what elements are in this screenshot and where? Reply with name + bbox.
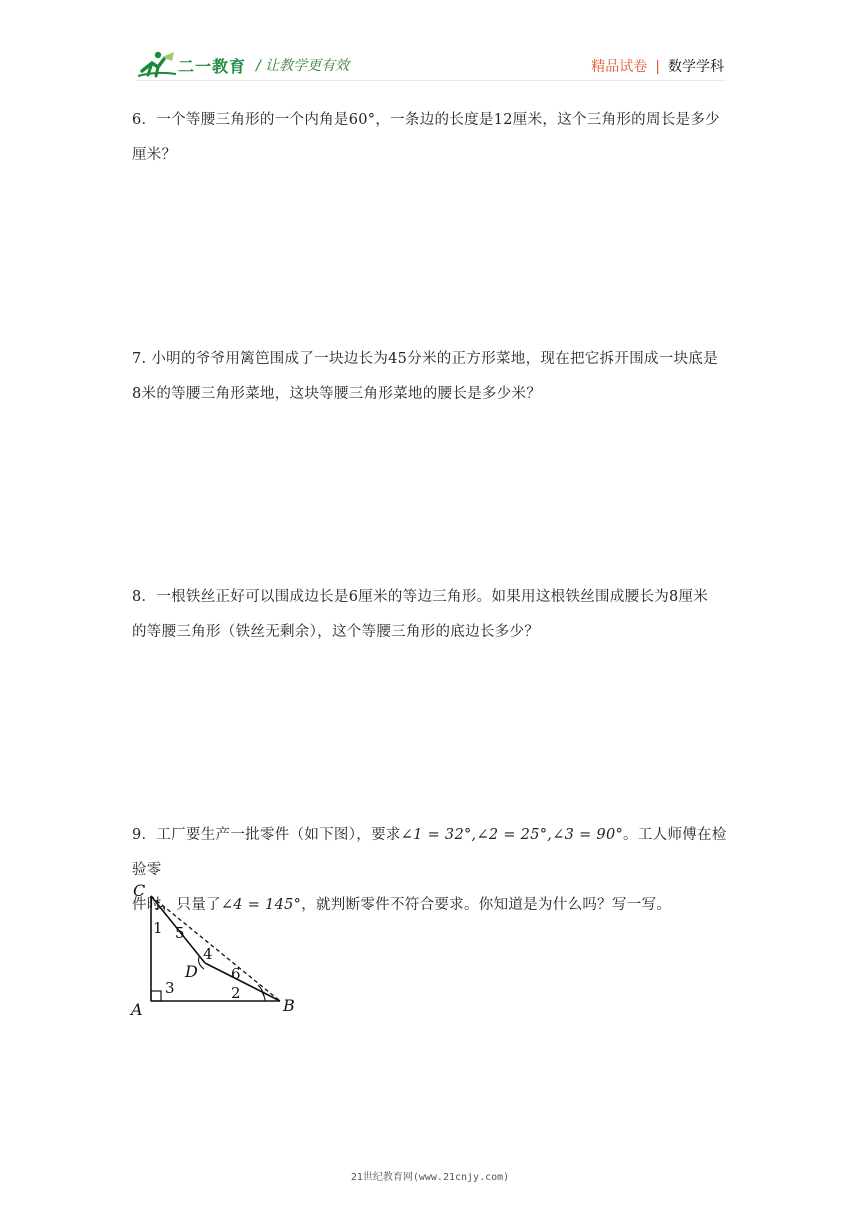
logo-text: 二一教育 <box>178 57 247 76</box>
question-text: 件时，只量了 <box>132 897 221 913</box>
question-text-line: 6．一个等腰三角形的一个内角是60°，一条边的长度是12厘米，这个三角形的周长是多少 <box>132 112 720 128</box>
question-8 <box>132 580 732 650</box>
angle-label-6: 6 <box>231 965 241 983</box>
angle-label-1: 1 <box>153 919 163 937</box>
angle-label-2: 2 <box>231 984 241 1002</box>
angle-label-5: 5 <box>175 924 185 942</box>
angle-measured: ∠4 = 145° <box>220 897 302 913</box>
header-divider <box>136 80 726 81</box>
header-separator: | <box>655 59 660 75</box>
header-tag: 精品试卷 <box>591 59 648 75</box>
runner-logo-icon <box>136 49 178 79</box>
question-text-line: 7. 小明的爷爷用篱笆围成了一块边长为45分米的正方形菜地，现在把它拆开围成一块底是 <box>132 351 718 367</box>
page-footer: 21世纪教育网(www.21cnjy.com) <box>350 1172 510 1183</box>
triangle-figure <box>125 878 305 1023</box>
angle-label-3: 3 <box>165 979 175 997</box>
question-text-line: 厘米？ <box>132 147 177 163</box>
segment-db <box>205 963 280 1001</box>
label-b: B <box>283 996 295 1015</box>
header-subject: 数学学科 <box>668 59 724 75</box>
question-text: 。工人师傅在检验零 <box>132 827 727 878</box>
question-text-line: 的等腰三角形（铁丝无剩余），这个等腰三角形的底边长多少？ <box>132 624 540 640</box>
question-7 <box>132 342 732 412</box>
right-angle-mark <box>151 991 161 1001</box>
angle-requirements: ∠1 = 32°,∠2 = 25°,∠3 = 90° <box>400 827 624 843</box>
angle-label-4: 4 <box>203 945 213 963</box>
question-text: ，就判断零件不符合要求。你知道是为什么吗？写一写。 <box>301 897 672 913</box>
question-text: 9．工厂要生产一批零件（如下图），要求 <box>132 827 401 843</box>
label-c: C <box>133 881 146 900</box>
question-text-line: 8．一根铁丝正好可以围成边长是6厘米的等边三角形。如果用这根铁丝围成腰长为8厘米 <box>132 589 709 605</box>
question-6 <box>132 103 732 173</box>
label-d: D <box>185 962 198 981</box>
header-right <box>591 56 724 76</box>
question-text-line: 8米的等腰三角形菜地，这块等腰三角形菜地的腰长是多少米？ <box>132 386 542 402</box>
page-header <box>0 0 860 90</box>
slogan: / 让教学更有效 <box>256 58 350 74</box>
label-a: A <box>131 1000 143 1019</box>
